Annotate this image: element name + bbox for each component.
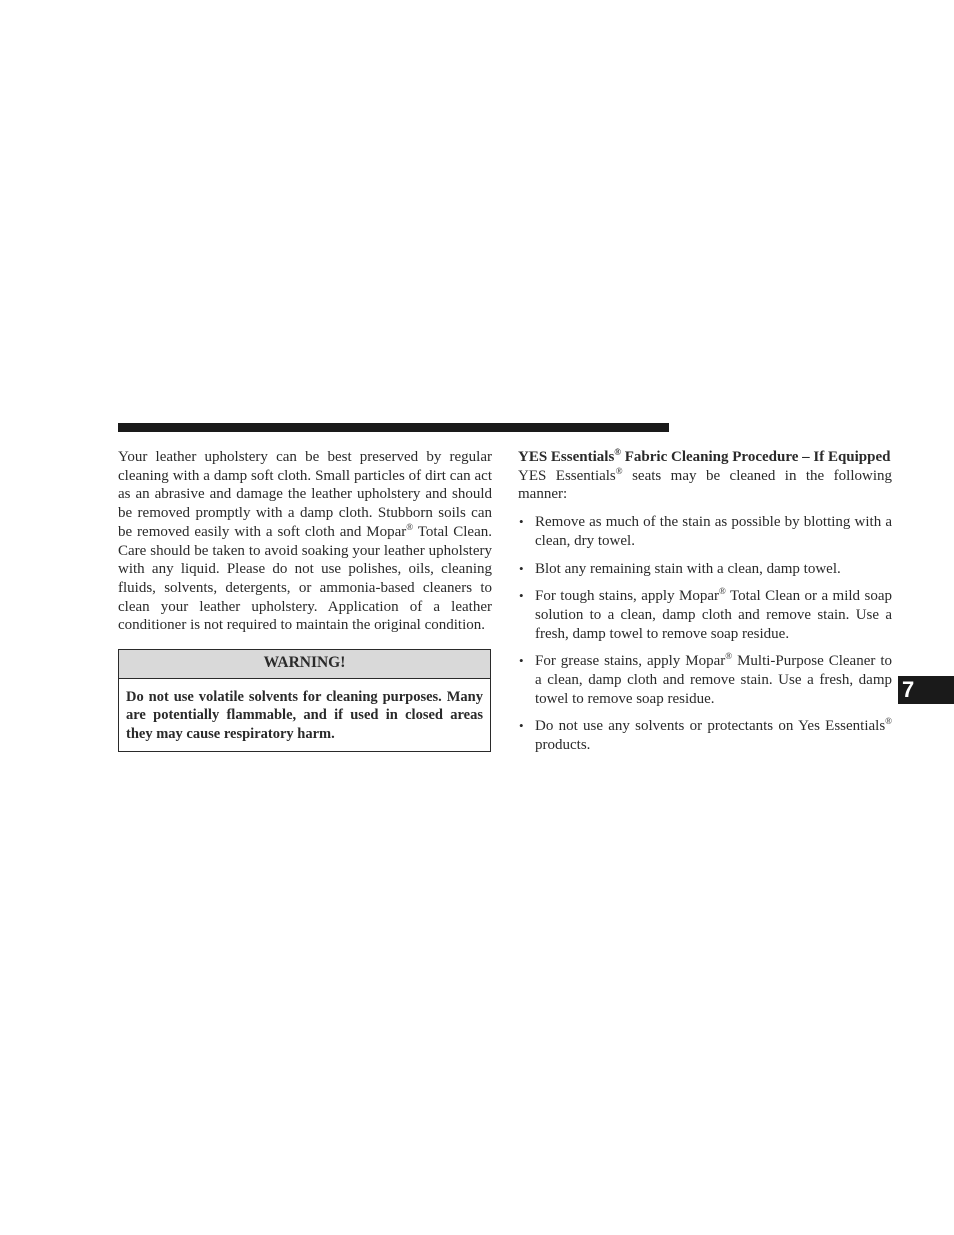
warning-box: [118, 649, 491, 752]
list-item: • Remove as much of the stain as possible by blotting with a clean, dry towel.: [518, 513, 892, 550]
list-item: • Do not use any solvents or protectants on Yes Essentials® products.: [518, 717, 892, 754]
leather-care-paragraph: Your leather upholstery can be best preserved by regular cleaning with a damp soft cloth. Small particles of dirt can act as an abrasive and damage the leather upholstery and should be removed promptly with a damp cloth. Stubborn soils can be removed easily with a soft cloth and Mopar® Total Clean. Care should be taken to avoid soaking your leather upholstery with any liquid. Please do not use polishes, oils, cleaning fluids, solvents, detergents, or ammonia-based cleaners to clean your leather upholstery. Application of a leather conditioner is not required to maintain the original condition.: [118, 449, 492, 634]
warning-title: WARNING!: [119, 650, 490, 679]
left-column: [118, 448, 492, 752]
warning-body: Do not use volatile solvents for cleaning purposes. Many are potentially flammable, and if used in closed areas they may cause respiratory harm.: [126, 688, 483, 743]
list-item: • For grease stains, apply Mopar® Multi-Purpose Cleaner to a clean, damp cloth and remove stain. Use a fresh, damp towel to remove soap residue.: [518, 652, 892, 708]
intro-paragraph: YES Essentials® seats may be cleaned in the following manner:: [518, 465, 892, 503]
list-item: • Blot any remaining stain with a clean, damp towel.: [518, 560, 892, 579]
cleaning-steps-list: [518, 513, 892, 755]
chapter-tab: 7: [898, 676, 954, 704]
right-column: [518, 448, 892, 764]
section-rule: [118, 423, 669, 432]
section-heading: YES Essentials® Fabric Cleaning Procedure – If Equipped: [518, 447, 891, 465]
list-item: • For tough stains, apply Mopar® Total Clean or a mild soap solution to a clean, damp cloth and remove stain. Use a fresh, damp towel to remove soap residue.: [518, 587, 892, 643]
